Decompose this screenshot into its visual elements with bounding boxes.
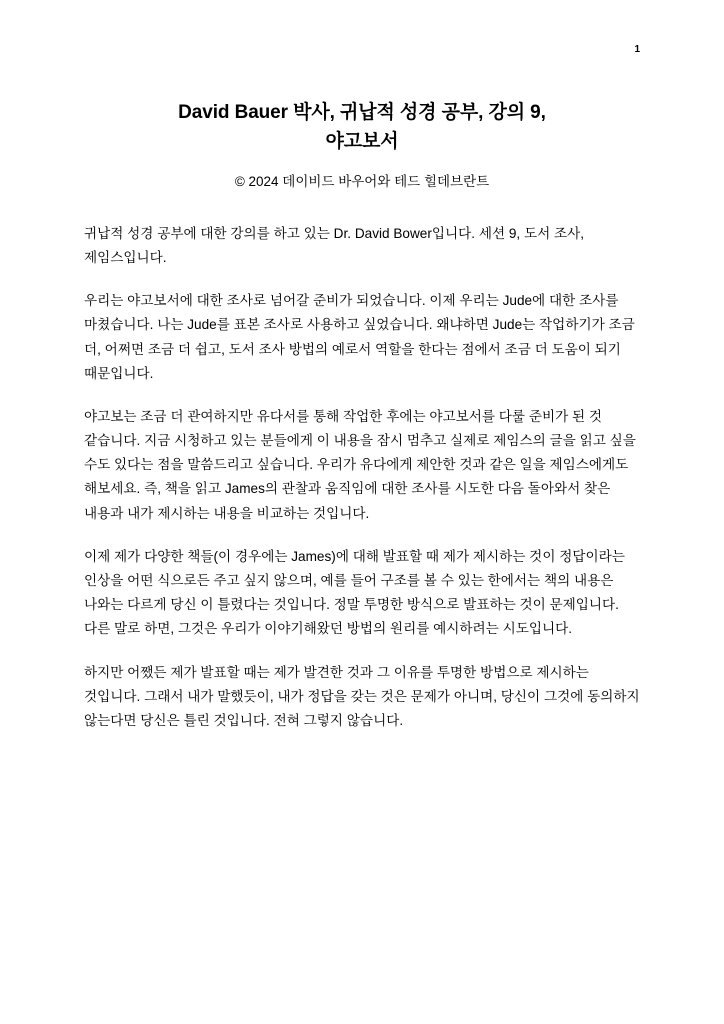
page-title-line-2: 야고보서 (325, 131, 399, 153)
paragraph-4: 이제 제가 다양한 책들(이 경우에는 James)에 대해 발표할 때 제가 제시하는 것이 정답이라는 인상을 어떤 식으로든 주고 싶지 않으며, 예를 들어 구조를 볼 수 있는 한에서는 책의 내용은 나와는 다르게 당신 이 틀렸다는 것입니다. 정말 투명한 방식으로 발표하는 것이 문제입니다. 다른 말로 하면, 그것은 우리가 이야기해왔던 방법의 원리를 예시하려는 시도입니다. (84, 548, 625, 637)
paragraph-1: 귀납적 성경 공부에 대한 강의를 하고 있는 Dr. David Bower입니다. 세션 9, 도서 조사, 제임스입니다. (84, 225, 585, 265)
copyright-notice: © 2024 데이비드 바우어와 테드 힐데브란트 (234, 173, 490, 189)
paragraph-3: 야고보는 조금 더 관여하지만 유다서를 통해 작업한 후에는 야고보서를 다룰 준비가 된 것 같습니다. 지금 시청하고 있는 분들에게 이 내용을 잠시 멈추고 실제로 제임스의 글을 읽고 싶을 수도 있다는 점을 말씀드리고 싶습니다. 우리가 유다에게 제안한 것과 같은 일을 제임스에게도 해보세요. 즉, 책을 읽고 James의 관찰과 움직임에 대한 조사를 시도한 다음 돌아와서 찾은 내용과 내가 제시하는 내용을 비교하는 것입니다. (84, 408, 636, 521)
page-title (84, 98, 640, 157)
paragraph-2: 우리는 야고보서에 대한 조사로 넘어갈 준비가 되었습니다. 이제 우리는 Jude에 대한 조사를 마쳤습니다. 나는 Jude를 표본 조사로 사용하고 싶었습니다. 왜냐하면 Jude는 작업하기가 조금 더, 어쩌면 조금 더 쉽고, 도서 조사 방법의 예로서 역할을 한다는 점에서 조금 더 도움이 되기 때문입니다. (84, 293, 635, 381)
paragraph-5: 하지만 어쨌든 제가 발표할 때는 제가 발견한 것과 그 이유를 투명한 방법으로 제시하는 것입니다. 그래서 내가 말했듯이, 내가 정답을 갖는 것은 문제가 아니며, 당신이 그것에 동의하지 않는다면 당신은 틀린 것입니다. 전혀 그렇지 않습니다. (84, 664, 640, 728)
page-number: 1 (634, 44, 640, 55)
document-body (84, 222, 640, 733)
page-title-line-1: David Bauer 박사, 귀납적 성경 공부, 강의 9, (178, 102, 546, 123)
